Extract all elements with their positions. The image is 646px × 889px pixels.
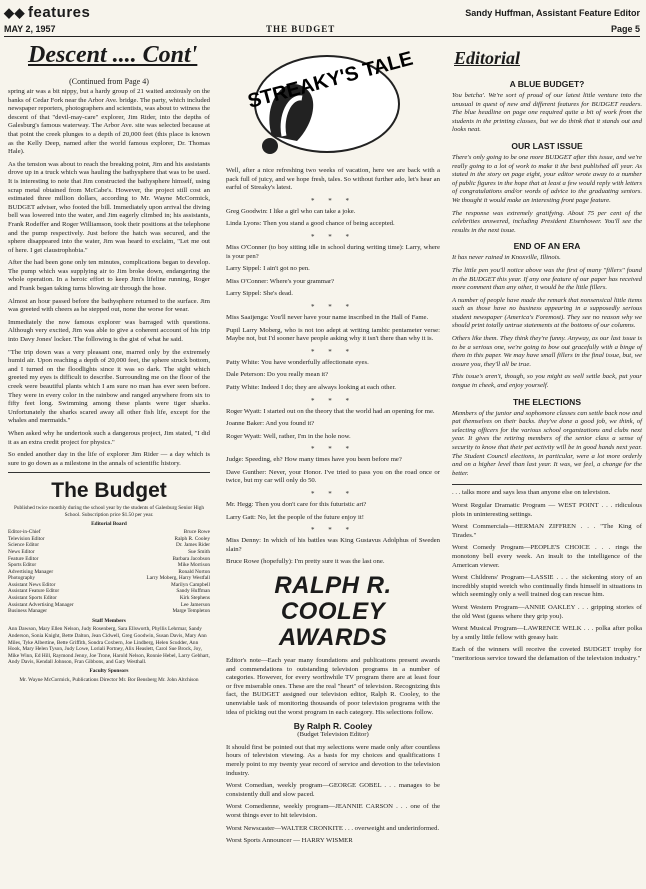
article-paragraph: "The trip down was a very pleasant one, marred only by the extremely humid air. Upon reaching a depth of 20,000 feet, the sphere struck bottom, and I turned on the floodlights since it was so dark. The sight which greeted my eyes is difficult to describe. Surrounding me on the floor of the creek were beautiful plants which I am sure no man has ever seen before. They were in every color in the rainbow and ranged anywhere from six to fifty feet long. Swimming among these plants were tiger sharks. Unfortunately the sharks scared away all other fish life, except for the whales and mermaids." [8, 348, 210, 425]
star-separator: * * * [311, 232, 355, 241]
board-row [8, 595, 210, 602]
joke-line: Roger Wyatt: I started out on the theory that the world had an opening for me. [226, 407, 435, 415]
award-paragraph: Worst Regular Dramatic Program — WEST POINT . . . ridiculous plots in uninteresting settings. [452, 501, 642, 518]
star-separator: * * * [311, 347, 355, 356]
award-paragraph: . . . talks more and says less than anyone else on television. [452, 489, 611, 497]
joke-list [226, 197, 440, 567]
board-name: Marge Templeton [172, 608, 210, 615]
editorial-heading: THE ELECTIONS [512, 396, 581, 407]
award-paragraph: Worst Western Program—ANNIE OAKLEY . . . gripping stories of the old West (guess where they grip you). [452, 603, 642, 620]
board-role: News Editor [8, 548, 35, 555]
board-role: Business Manager [8, 608, 47, 615]
board-row [8, 536, 210, 543]
award-paragraph: Worst Commercials—HERMAN ZIFFREN . . . "The King of Tirades." [452, 523, 642, 539]
staff-list: Ann Dawson, Mary Ellen Nelson, Judy Rosenberg, Sara Ellsworth, Phyllis Lehrmar, Sandy Anderson, Sonia Knight, Bette Dalton, Jean Cidwell, Greg Goodwin, Susan Davis, Mary Ann Miles, Tyke Albertine, Bette Griffith, Sondra Coxbern, Joe Lindberg, Helen Scudder, Ann Hook, Mary Helen Tyson, Judy Lowe, Loriali Portney, Alix Heaslett, Carol Sue Brock, Joy, Mike Winn, Ed Hill, Raymond Jenny, Joe Trone, Harold Nelson, Ronnie Hebel, Larry Gebhart, Andy Davis, Kendall Johnson, Fran Gibbons, and Gary Westhall. [8, 626, 210, 666]
joke-line: Linda Lyons: Then you stand a good chance of being accepted. [226, 220, 395, 228]
editorial-sections [452, 79, 642, 478]
staff-title: Staff Members [92, 617, 126, 624]
awards-body [226, 744, 440, 846]
joke-line: Larry Sippel: She's dead. [226, 290, 293, 298]
award-paragraph: Worst Sports Announcer — HARRY WISMER [226, 837, 353, 845]
article-title: Descent .... Cont' [28, 42, 198, 68]
editorial-heading: A BLUE BUDGET? [509, 79, 585, 89]
editorial-paragraph: A number of people have made the remark that nonsensical little items such as those have no business appearing in a supposedly serious student newspaper (America's Foremost). They see no reason why we should print totally untrue statements at the bottoms of our columns. [452, 296, 642, 330]
logo-text: STREAKY'S TALE [245, 47, 416, 113]
awards-title: RALPH R. COOLEY AWARDS [274, 572, 392, 652]
board-name: Marilyn Campbell [171, 581, 210, 588]
joke-line: Miss Denny: In which of his battles was King Gustavus Adolphus of Sweden slain? [226, 537, 440, 553]
star-separator: * * * [311, 445, 355, 454]
right-column [452, 40, 642, 667]
joke-line: Joanne Baker: And you found it? [226, 420, 315, 428]
awards-byline: By Ralph R. Cooley [293, 721, 373, 732]
column-intro: Well, after a nice refreshing two weeks of vacation, here we are back with a pack full of juicy, and we hope fresh, tales. So without further ado, let's hear an earful of Streaky's latest. [226, 167, 440, 192]
star-separator: * * * [311, 302, 355, 311]
editorial-paragraph: This issue's aren't, though, so you might as well settle back, put your tongue in cheek, and enjoy yourself. [452, 373, 642, 390]
board-role: Editor-in-Chief [8, 529, 41, 536]
divider [452, 484, 642, 485]
editorial-paragraph: The little pen you'll notice above was the first of many "fillers" found in the BUDGET this year. If any one feature of our paper has received more comment than any other, it would be the little fillers. [452, 266, 642, 292]
board-role: Assistant Advertising Manager [8, 601, 74, 608]
joke-line: Miss Saaijenga: You'll never have your name inscribed in the Hall of Fame. [226, 313, 429, 321]
board-role: Assistant Feature Editor [8, 588, 60, 595]
joke-line: Patty White: Indeed I do; they are always looking at each other. [226, 383, 396, 391]
article-paragraph: After the had been gone only ten minutes, complications began to develop. The pump which was supplying air to Jim broke down, endangering the whole operation. In a heroic effort to keep Jim's lifeline running, Roger and Frank began taking turns blowing air through the hose. [8, 259, 210, 293]
board-role: Feature Editor [8, 555, 39, 562]
board-name: Ronald Norton [178, 568, 210, 575]
board-role: Sports Editor [8, 562, 37, 569]
section-title [4, 4, 90, 21]
editorial-heading: OUR LAST ISSUE [511, 140, 583, 151]
editorial-paragraph: It has never rained in Knoxville, Illinois. [452, 254, 561, 262]
article-paragraph: spring air was a bit nippy, but a hardy group of 21 waited anxiously on the banks of Cedar Fork near the Arbor Ave. bridge. The party, which included newspaper reporters, photographers and scientists, was about to witness the descent of that "devil-may-care" explorer, Jim Rider, into the depths of Galesburg's famous waterway. The Arbor Ave. site was selected because at that point the creek plunges to a depth of 20,000 feet (this place is known as the Kelly Deep, named after the world famous explorer, Dr. Thomas Hale). [8, 88, 210, 156]
board-row [8, 608, 210, 615]
joke-line: Greg Goodwin: I like a girl who can take a joke. [226, 207, 356, 215]
section-label: features [28, 4, 91, 21]
board-row [8, 549, 210, 556]
board-name: Larry Moberg, Harry Westfall [146, 575, 210, 582]
board-row [8, 562, 210, 569]
editorial-paragraph: You betcha'. We're sort of proud of our latest little venture into the unusual in quest of new and different features for BUDGET readers. The blue headline on page one required quite a bit of work from the students in the printing classes, but we do think that it stands out and looks neat. [452, 92, 642, 134]
joke-line: Dale Peterson: Do you really mean it? [226, 371, 329, 379]
article-paragraph: As the tension was about to reach the breaking point, Jim and his assistants drove up in a truck which was hauling the bathysphere that was to be used. It is interesting to note that Jim constructed the bathysphere himself, using scrap metal obtained from McCabe's. However, the project still cost an estimated three million dollars, according to Mr. Wayne McCormick, BUDGET adviser, who footed the bill. Immediately upon arrival the diving bell was lowered into the water, and Jim eagerly climbed in; his assistants, Frank Rodeffer and Roger Williamson, took their positions at the telephone and the pump respectively. Just before the hatch was secured, and the sphere disappeared into the water, Jim was heard to exclaim, "Let me out of here. I get claustrophobia." [8, 160, 210, 254]
page-number: Page 5 [610, 24, 640, 34]
joke-line: Pupil Larry Moberg, who is not too adept at writing iambic pentameter verse: Maybe not, but I'd sooner have people asking why it isn't there than why it is. [226, 326, 440, 343]
sponsors-list: Mr. Wayne McCormick, Publications Director Mr. Bor Bensberg Mr. John Altchison [19, 676, 199, 683]
board-role: Assistant Sports Editor [8, 595, 57, 602]
star-separator: * * * [311, 196, 355, 205]
diamond-icon: ◆◆ [4, 5, 25, 20]
award-paragraph: It should first be pointed out that my selections were made only after countless hours of television viewing. As a basis for my choices and qualifications I merely point to my twenty year record of service and devotion to the television industry. [226, 743, 440, 777]
continued-note: (Continued from Page 4) [69, 77, 149, 86]
editor-credit: Sandy Huffman, Assistant Feature Editor [465, 8, 640, 18]
board-name: Barbara Jacobson [172, 555, 210, 562]
joke-line: Dave Gunther: Never, your Honor. I've tried to pass you on the road once or twice, but my car will only do 50. [226, 468, 440, 485]
board-name: Ralph R. Cooley [174, 535, 210, 542]
joke-line: Judge: Speeding, eh? How many times have you been before me? [226, 456, 402, 464]
award-paragraph: Worst Comedienne, weekly program—JEANNIE CARSON . . . one of the worst things ever to hit television. [226, 803, 440, 819]
masthead-text: Published twice monthly during the school year by the students of Galesburg Senior High School. Subscription price $1.50 per year. [13, 505, 205, 518]
joke-line: Roger Wyatt: Well, rather, I'm in the hole now. [226, 432, 351, 440]
award-paragraph: Worst Comedian, weekly program—GEORGE GOBEL . . . manages to be consistently dull and slow paced. [226, 782, 440, 798]
award-paragraph: Each of the winners will receive the coveted BUDGET trophy for "meritorious service toward the defamation of the television industry." [452, 646, 642, 662]
left-column [8, 40, 210, 685]
board-role: Assistant News Editor [8, 581, 56, 588]
article-paragraph: Immediately the now famous explorer was barraged with questions. Although very excited, Jim was able to give a coherent account of his trip into Davy Jones' locker. The following is the gist of what he said. [8, 318, 210, 344]
star-separator: * * * [311, 490, 355, 499]
streakys-tale-logo [232, 46, 432, 156]
masthead-title: The Budget [51, 479, 167, 503]
editorial-paragraph: Others like them. They think they're funny. Anyway, as our last issue is to be a serious one, we're going to bow out gracefully with a binge of them in this paper. We may have small fillers in the final issue, but, we assure you, they'll all be true. [452, 335, 642, 368]
board-row [8, 556, 210, 563]
editorial-heading: END OF AN ERA [513, 241, 581, 252]
board-row [8, 602, 210, 609]
awards-editor-note: Editor's note—Each year many foundations and publications present awards and commendations to outstanding television programs in a number of categories. However, for every worthwhile TV program there are at least four or five miserable ones. These are the real "heart" of television. Recognizing this fact, the BUDGET assigned our television editor, Ralph R. Cooley, to the unenviable task of monitoring thousands of poor television programs with the idea of picking out the worst program in each category. His selections follow. [226, 657, 440, 716]
joke-line: Larry Sippel: I ain't got no pen. [226, 265, 310, 273]
board-name: Mike Morrison [177, 562, 210, 569]
editorial-title: Editorial [454, 48, 521, 68]
star-separator: * * * [311, 396, 355, 405]
editorial-paragraph: The response was extremely gratifying. About 75 per cent of the celebrities answered, including President Eisenhower. You'll see the results in the next issue. [452, 209, 642, 234]
folio-line [4, 24, 640, 37]
awards-byline-sub: (Budget Television Editor) [297, 731, 369, 739]
middle-column [226, 40, 440, 850]
star-separator: * * * [311, 526, 355, 535]
board-row [8, 529, 210, 536]
sponsors-title: Faculty Sponsors [89, 668, 129, 674]
joke-line: Miss O'Conner (to boy sitting idle in school during writing time): Larry, where is your pen? [226, 243, 440, 260]
award-paragraph: Worst Musical Program—LAWRENCE WELK . . . polka after polka by a smily little fellow with greasy hair. [452, 625, 642, 641]
board-row [8, 588, 210, 595]
board-role: Advertising Manager [8, 568, 54, 575]
joke-line: Mr. Hegg: Then you don't care for this futuristic art? [226, 501, 367, 509]
board-name: Kirk Stephens [179, 595, 210, 602]
award-paragraph: Worst Newscaster—WALTER CRONKITE . . . overweight and underinformed. [226, 824, 440, 832]
board-name: Bruce Rowe [183, 529, 210, 536]
board-name: Sue Smith [188, 548, 210, 555]
editorial-paragraph: There's only going to be one more BUDGET after this issue, and we're really going to a lot of work to make it the best published all year. As stated in the story on page eight, your editor wrote away to a number of public figures in the hope that at least a few would reply with letters of congratulations and/or words of advice to the graduating seniors. We thought it would make an interesting front page feature. [452, 153, 642, 204]
article-paragraph: When asked why he undertook such a dangerous project, Jim stated, "I did it as an extra credit project for physics." [8, 429, 210, 446]
board-title: Editorial Board [91, 520, 127, 527]
article-paragraph: Almost an hour passed before the bathysphere returned to the surface. Jim was greeted with cheers as he stepped out, none the worse for wear. [8, 297, 210, 314]
article-body [8, 88, 210, 468]
award-paragraph: Worst Childrens' Program—LASSIE . . . the sickening story of an incredibly stupid wretch who continually finds himself in situations in which seemingly only a well trained dog can rescue him. [452, 574, 642, 599]
divider [8, 472, 210, 473]
board-role: Photography [8, 575, 36, 582]
paper-name: THE BUDGET [266, 24, 336, 34]
board-role: Television Editor [8, 535, 45, 542]
board-name: Lee Jamerson [180, 601, 210, 608]
joke-line: Larry Gatt: No, let the people of the future enjoy it! [226, 513, 364, 521]
award-paragraph: Worst Comedy Program—PEOPLE'S CHOICE . . . rings the monotony bell every week. An insult to the intelligence of the American viewer. [452, 544, 642, 569]
joke-line: Patty White: You have wonderfully affectionate eyes. [226, 358, 369, 366]
editorial-paragraph: Members of the junior and sophomore classes can settle back now and pat themselves on their backs. they've done a good job, we think, of selecting officers for the various school organizations and clubs next year. It gives the retiring members of the senior class a sense of security to know that their pet activity will be in good hands next year. The Student Council elections, in particular, were a lot more orderly and on a higher level than last year. It was, we feel, a change for the better. [452, 409, 642, 477]
article-paragraph: So ended another day in the life of explorer Jim Rider — a day which is sure to go down as a milestone in the annals of scientific history. [8, 451, 210, 467]
board-role: Science Editor [8, 542, 40, 549]
page-header [4, 4, 640, 20]
board-row [8, 575, 210, 582]
issue-date: MAY 2, 1957 [4, 24, 56, 34]
board-row [8, 542, 210, 549]
awards-continued [452, 489, 642, 663]
board-name: Sandy Huffman [176, 588, 210, 595]
joke-line: Miss O'Conner: Where's your grammar? [226, 277, 335, 285]
joke-line: Bruce Rowe (hopefully): I'm pretty sure it was the last one. [226, 558, 385, 566]
board-name: Dr. James Rider [176, 542, 210, 549]
editorial-board [8, 529, 210, 615]
